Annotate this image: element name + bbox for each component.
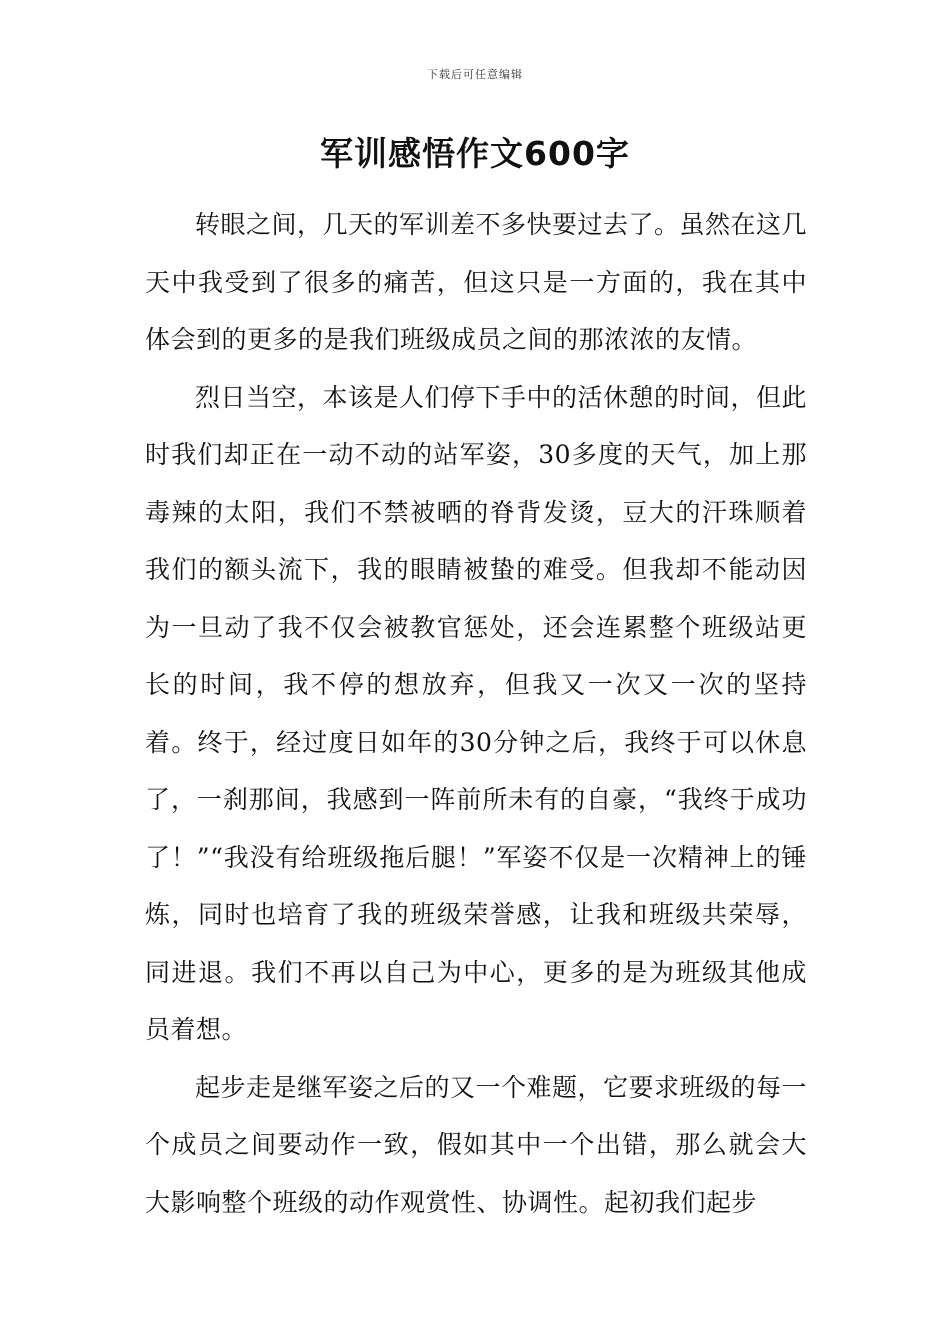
paragraph-3: 起步走是继军姿之后的又一个难题，它要求班级的每一个成员之间要动作一致，假如其中一个出错，那么就会大大影响整个班级的动作观赏性、协调性。起初我们起步 — [145, 1072, 808, 1217]
header-note: 下载后可任意编辑 — [427, 68, 523, 81]
document-title: 军训感悟作文600字 — [320, 134, 630, 173]
paragraph-2: 烈日当空，本该是人们停下手中的活休憩的时间，但此时我们却正在一动不动的站军姿，30多度的天气，加上那毒辣的太阳，我们不禁被晒的脊背发烫，豆大的汗珠顺着我们的额头流下，我的眼睛被蛰的难受。但我却不能动因为一旦动了我不仅会被教官惩处，还会连累整个班级站更长的时间，我不停的想放弃，但我又一次又一次的坚持着。终于，经过度日如年的30分钟之后，我终于可以休息了，一刹那间，我感到一阵前所未有的自豪，“我终于成功了！”“我没有给班级拖后腿！”军姿不仅是一次精神上的锤炼，同时也培育了我的班级荣誉感，让我和班级共荣辱，同进退。我们不再以自己为中心，更多的是为班级其他成员着想。 — [145, 382, 808, 1044]
article-body — [145, 196, 807, 1231]
paragraph-1: 转眼之间，几天的军训差不多快要过去了。虽然在这几天中我受到了很多的痛苦，但这只是一方面的，我在其中体会到的更多的是我们班级成员之间的那浓浓的友情。 — [145, 210, 808, 354]
